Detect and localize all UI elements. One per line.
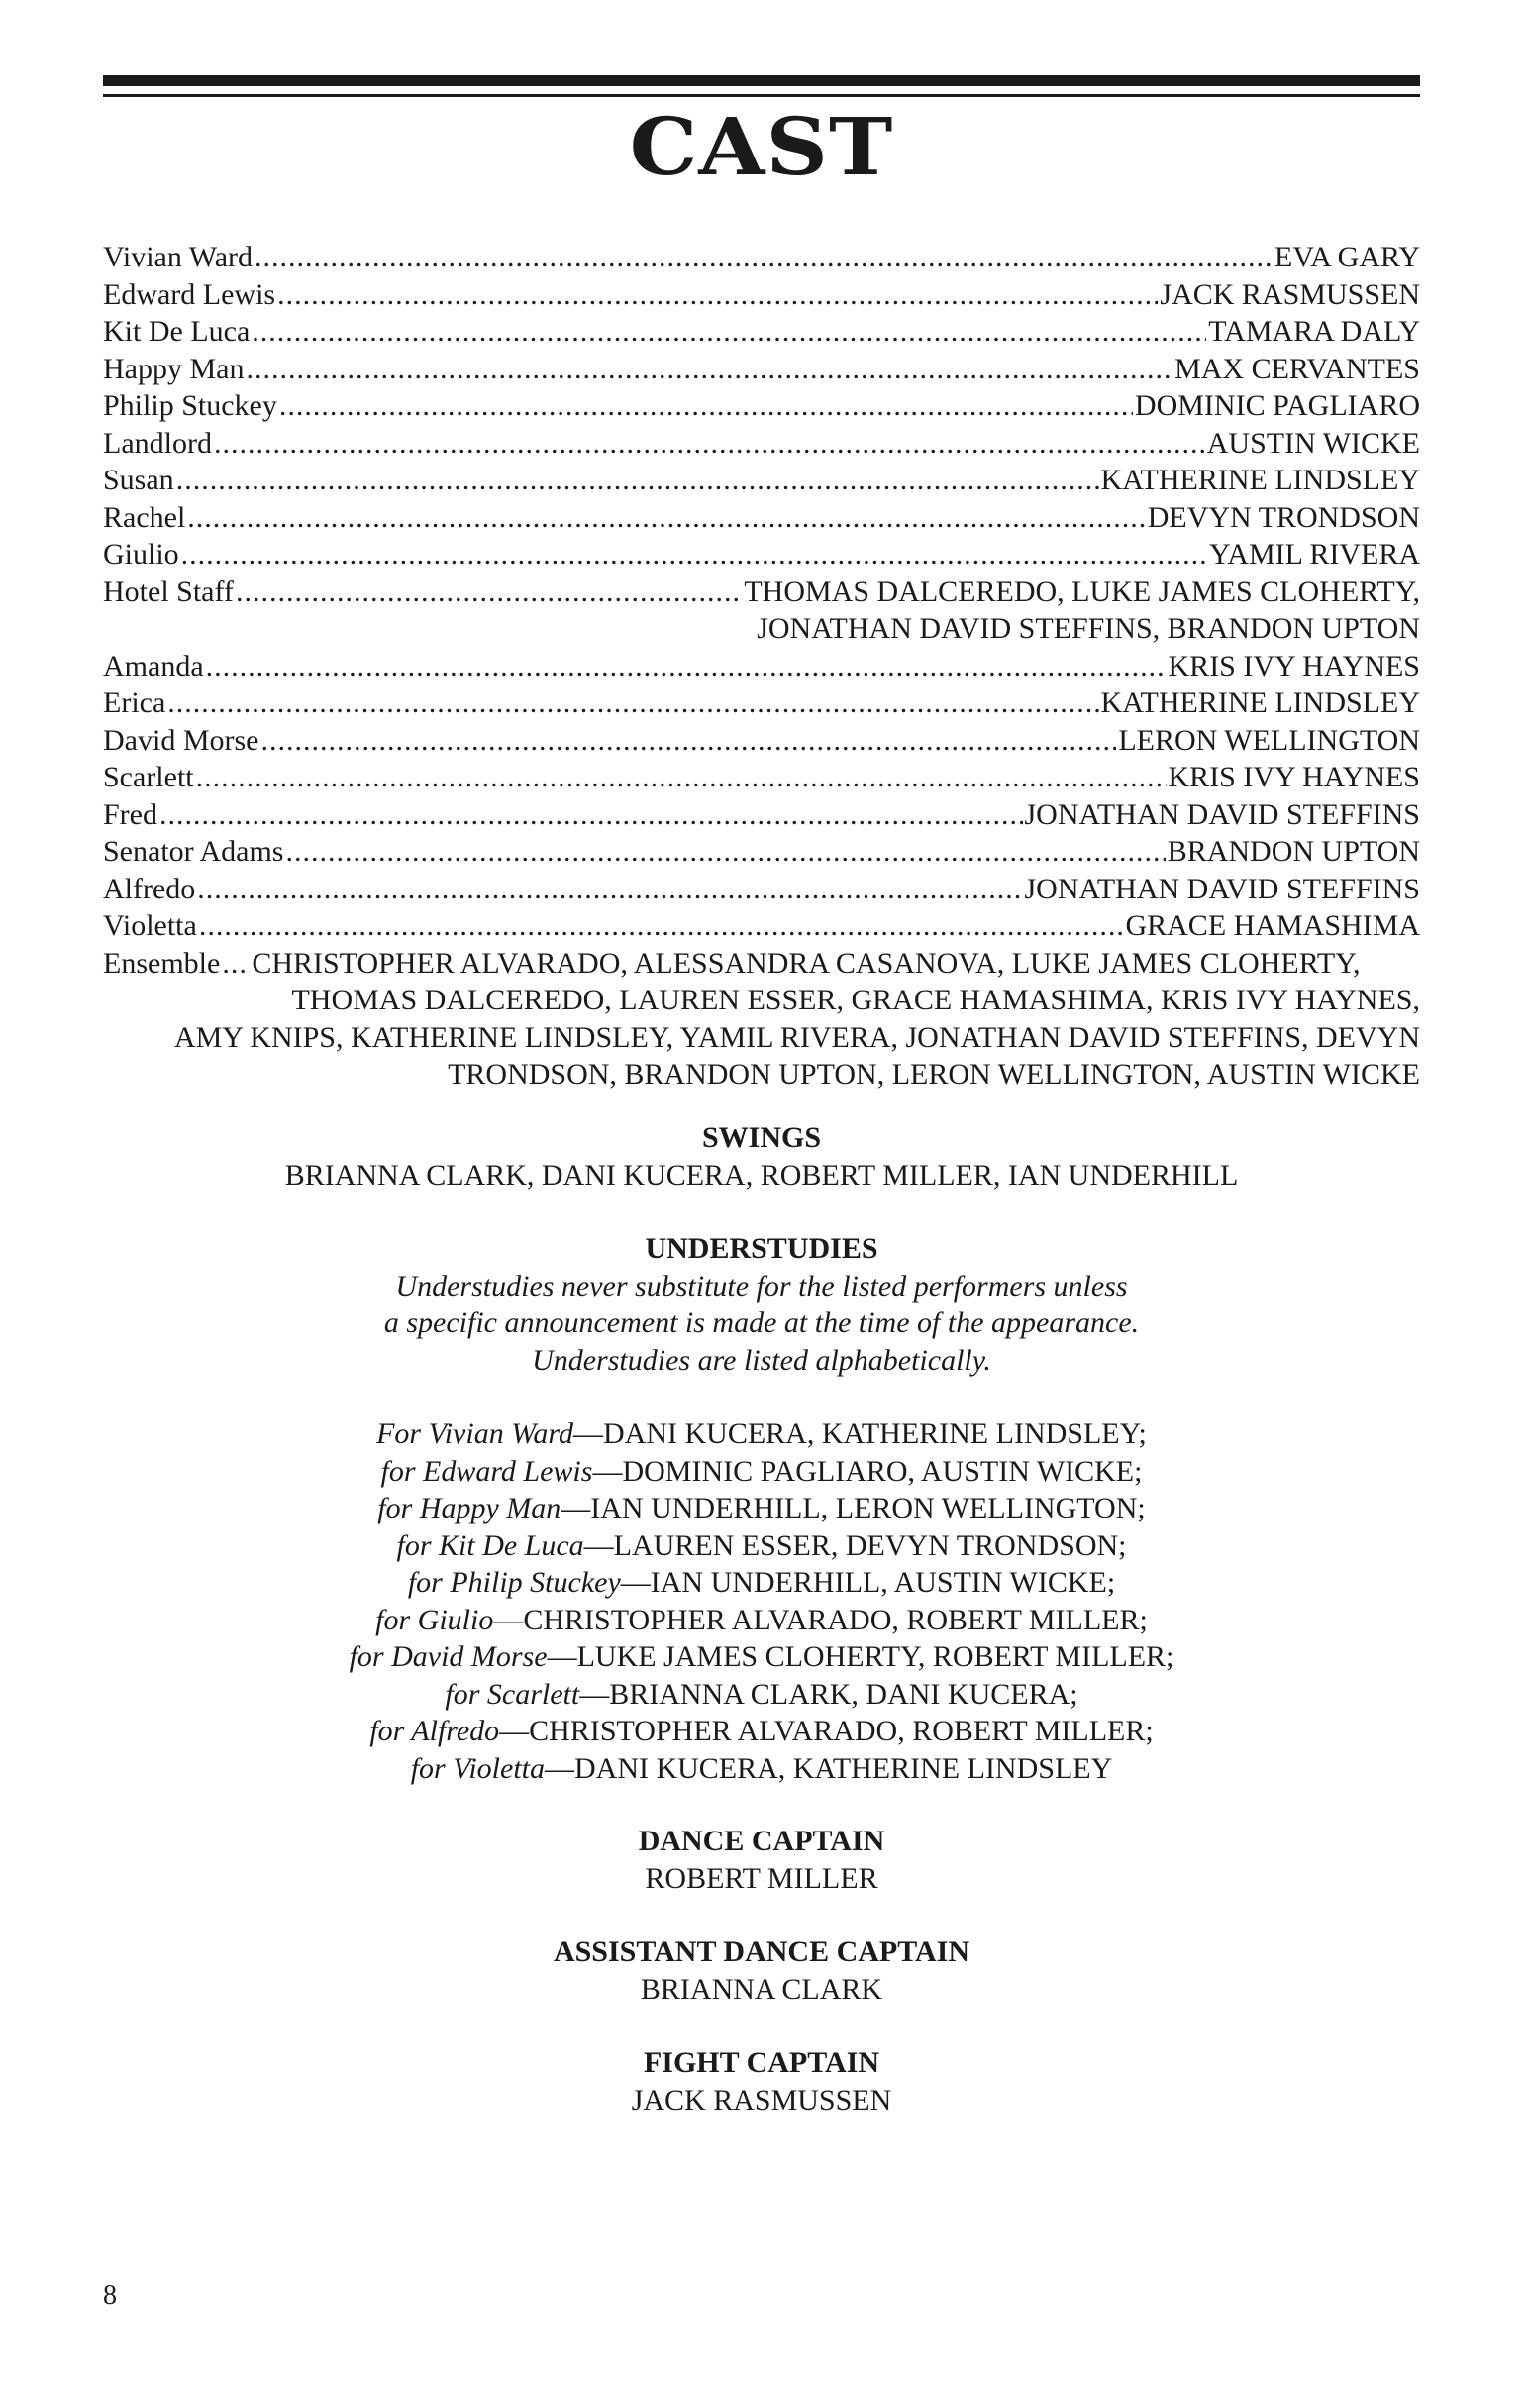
actor-name: JONATHAN DAVID STEFFINS <box>1024 797 1420 831</box>
understudy-line <box>103 1564 1420 1602</box>
cast-row <box>103 945 1420 983</box>
actor-name: THOMAS DALCEREDO, LUKE JAMES CLOHERTY, <box>744 575 1420 608</box>
dance-captain-name: ROBERT MILLER <box>645 1861 878 1895</box>
swings-section <box>103 1119 1420 1194</box>
dot-leader <box>181 536 1207 574</box>
cast-row <box>103 351 1420 388</box>
role-name: Fred <box>103 797 157 831</box>
dot-leader <box>167 684 1098 722</box>
understudy-role: for Kit De Luca <box>396 1528 584 1562</box>
cast-row <box>103 425 1420 463</box>
role-name: Senator Adams <box>103 835 284 868</box>
understudies-note-line: Understudies are listed alphabetically. <box>532 1343 991 1377</box>
fight-captain-section <box>103 2044 1420 2119</box>
role-name: Philip Stuckey <box>103 389 277 422</box>
dot-leader <box>199 907 1124 945</box>
role-name: Violetta <box>103 909 197 942</box>
actor-name: JONATHAN DAVID STEFFINS <box>1024 872 1420 905</box>
cast-row <box>103 313 1420 351</box>
dot-leader <box>159 796 1023 834</box>
actor-name: KRIS IVY HAYNES <box>1168 761 1420 793</box>
understudy-line <box>103 1750 1420 1788</box>
actor-name: DEVYN TRONDSON <box>1147 500 1420 534</box>
cast-row <box>103 499 1420 537</box>
role-name: Ensemble <box>103 946 221 980</box>
role-name: Hotel Staff <box>103 575 234 608</box>
page-title: CAST <box>629 100 894 193</box>
actor-name: AUSTIN WICKE <box>1206 426 1420 460</box>
dot-leader <box>236 574 742 611</box>
understudy-role: for Scarlett <box>445 1677 580 1711</box>
role-name: Alfredo <box>103 872 196 905</box>
cast-continuation-line: THOMAS DALCEREDO, LAUREN ESSER, GRACE HAMASHIMA, KRIS IVY HAYNES, <box>291 984 1420 1016</box>
cast-row <box>103 574 1420 611</box>
understudy-list <box>103 1415 1420 1787</box>
dot-leader <box>260 722 1116 760</box>
em-dash: — <box>544 1751 574 1785</box>
cast-row <box>103 796 1420 834</box>
understudy-names: DANI KUCERA, KATHERINE LINDSLEY; <box>603 1417 1147 1450</box>
dot-leader <box>222 945 250 983</box>
actor-name: GRACE HAMASHIMA <box>1125 909 1420 942</box>
understudy-role: for Giulio <box>375 1603 494 1636</box>
actor-name: TAMARA DALY <box>1208 315 1420 348</box>
cast-row <box>103 907 1420 945</box>
understudy-line <box>103 1527 1420 1565</box>
assistant-dance-captain-name: BRIANNA CLARK <box>640 1972 883 2006</box>
understudy-role: for Edward Lewis <box>380 1454 593 1488</box>
understudies-heading: UNDERSTUDIES <box>645 1232 878 1265</box>
cast-continuation-line: AMY KNIPS, KATHERINE LINDSLEY, YAMIL RIVERA, JONATHAN DAVID STEFFINS, DEVYN <box>173 1020 1420 1054</box>
dot-leader <box>252 313 1206 351</box>
cast-row <box>103 684 1420 722</box>
role-name: Susan <box>103 464 174 496</box>
header-rule-thick <box>103 75 1420 86</box>
dot-leader <box>279 387 1133 425</box>
actor-name: CHRISTOPHER ALVARADO, ALESSANDRA CASANOVA, LUKE JAMES CLOHERTY, <box>252 946 1361 980</box>
role-name: Rachel <box>103 500 186 534</box>
dot-leader <box>176 462 1099 499</box>
actor-name: LERON WELLINGTON <box>1118 723 1420 757</box>
cast-list <box>103 239 1420 1094</box>
dot-leader <box>197 871 1022 908</box>
assistant-dance-captain-heading: ASSISTANT DANCE CAPTAIN <box>553 1936 970 1968</box>
actor-name: KATHERINE LINDSLEY <box>1100 464 1420 496</box>
role-name: Landlord <box>103 426 212 460</box>
em-dash: — <box>583 1528 614 1562</box>
em-dash: — <box>592 1454 623 1488</box>
dot-leader <box>196 759 1167 796</box>
fight-captain-name: JACK RASMUSSEN <box>631 2083 892 2117</box>
cast-row <box>103 759 1420 796</box>
role-name: Happy Man <box>103 352 245 385</box>
role-name: Kit De Luca <box>103 315 251 348</box>
cast-row <box>103 648 1420 685</box>
understudy-role: for Alfredo <box>369 1715 500 1747</box>
role-name: Amanda <box>103 649 204 682</box>
understudies-note-line: a specific announcement is made at the time of the appearance. <box>383 1307 1140 1339</box>
cast-row <box>103 387 1420 425</box>
dot-leader <box>214 425 1205 463</box>
understudy-line <box>103 1453 1420 1491</box>
understudy-line <box>103 1713 1420 1750</box>
cast-row <box>103 722 1420 760</box>
dot-leader <box>285 833 1165 871</box>
em-dash: — <box>493 1603 524 1636</box>
swings-heading: SWINGS <box>701 1121 822 1154</box>
understudy-line <box>103 1415 1420 1453</box>
swings-names: BRIANNA CLARK, DANI KUCERA, ROBERT MILLER, IAN UNDERHILL <box>284 1158 1239 1192</box>
fight-captain-heading: FIGHT CAPTAIN <box>643 2046 880 2079</box>
understudy-line <box>103 1602 1420 1639</box>
cast-row <box>103 239 1420 276</box>
understudy-role: For Vivian Ward <box>376 1417 573 1450</box>
understudy-names: DOMINIC PAGLIARO, AUSTIN WICKE; <box>622 1454 1143 1488</box>
cast-row <box>103 276 1420 314</box>
dot-leader <box>277 276 1158 314</box>
dot-leader <box>246 351 1172 388</box>
actor-name: MAX CERVANTES <box>1174 352 1420 385</box>
understudies-section <box>103 1230 1420 1379</box>
em-dash: — <box>620 1566 651 1599</box>
understudy-names: CHRISTOPHER ALVARADO, ROBERT MILLER; <box>523 1603 1148 1636</box>
page-number: 8 <box>103 2280 117 2311</box>
cast-row <box>103 871 1420 908</box>
actor-name: KATHERINE LINDSLEY <box>1100 686 1420 719</box>
cast-row <box>103 833 1420 871</box>
dot-leader <box>255 239 1273 276</box>
cast-continuation-line: TRONDSON, BRANDON UPTON, LERON WELLINGTON, AUSTIN WICKE <box>448 1058 1420 1091</box>
actor-name: JACK RASMUSSEN <box>1160 277 1420 311</box>
dance-captain-heading: DANCE CAPTAIN <box>638 1825 885 1857</box>
understudy-line <box>103 1638 1420 1676</box>
actor-name: YAMIL RIVERA <box>1208 538 1420 571</box>
understudy-names: CHRISTOPHER ALVARADO, ROBERT MILLER; <box>529 1715 1154 1747</box>
em-dash: — <box>579 1677 610 1711</box>
understudy-role: for Philip Stuckey <box>407 1566 621 1599</box>
understudy-role: for Violetta <box>410 1751 545 1785</box>
role-name: David Morse <box>103 723 259 757</box>
understudy-line <box>103 1490 1420 1527</box>
understudy-names: LAUREN ESSER, DEVYN TRONDSON; <box>613 1528 1127 1562</box>
dance-captain-section <box>103 1823 1420 1897</box>
role-name: Vivian Ward <box>103 241 254 273</box>
em-dash: — <box>561 1492 591 1524</box>
role-name: Giulio <box>103 538 179 571</box>
actor-name: DOMINIC PAGLIARO <box>1134 389 1420 422</box>
assistant-dance-captain-section <box>103 1934 1420 2008</box>
actor-name: KRIS IVY HAYNES <box>1168 649 1420 682</box>
role-name: Scarlett <box>103 761 194 793</box>
actor-name: EVA GARY <box>1274 241 1420 273</box>
understudy-role: for Happy Man <box>377 1492 561 1524</box>
cast-row <box>103 536 1420 574</box>
understudy-names: IAN UNDERHILL, LERON WELLINGTON; <box>590 1492 1146 1524</box>
dot-leader <box>187 499 1145 537</box>
dot-leader <box>206 648 1167 685</box>
understudy-line <box>103 1676 1420 1714</box>
understudy-names: DANI KUCERA, KATHERINE LINDSLEY <box>573 1751 1113 1785</box>
actor-name: BRANDON UPTON <box>1167 835 1420 868</box>
understudy-names: LUKE JAMES CLOHERTY, ROBERT MILLER; <box>576 1640 1174 1673</box>
understudy-role: for David Morse <box>349 1640 548 1673</box>
role-name: Edward Lewis <box>103 277 276 311</box>
understudies-note-line: Understudies never substitute for the listed performers unless <box>395 1269 1128 1303</box>
role-name: Erica <box>103 686 166 719</box>
understudy-names: BRIANNA CLARK, DANI KUCERA; <box>609 1677 1078 1711</box>
em-dash: — <box>547 1640 577 1673</box>
em-dash: — <box>499 1715 530 1747</box>
cast-continuation-line: JONATHAN DAVID STEFFINS, BRANDON UPTON <box>757 612 1420 645</box>
em-dash: — <box>573 1417 603 1450</box>
understudy-names: IAN UNDERHILL, AUSTIN WICKE; <box>650 1566 1116 1599</box>
cast-row <box>103 462 1420 499</box>
